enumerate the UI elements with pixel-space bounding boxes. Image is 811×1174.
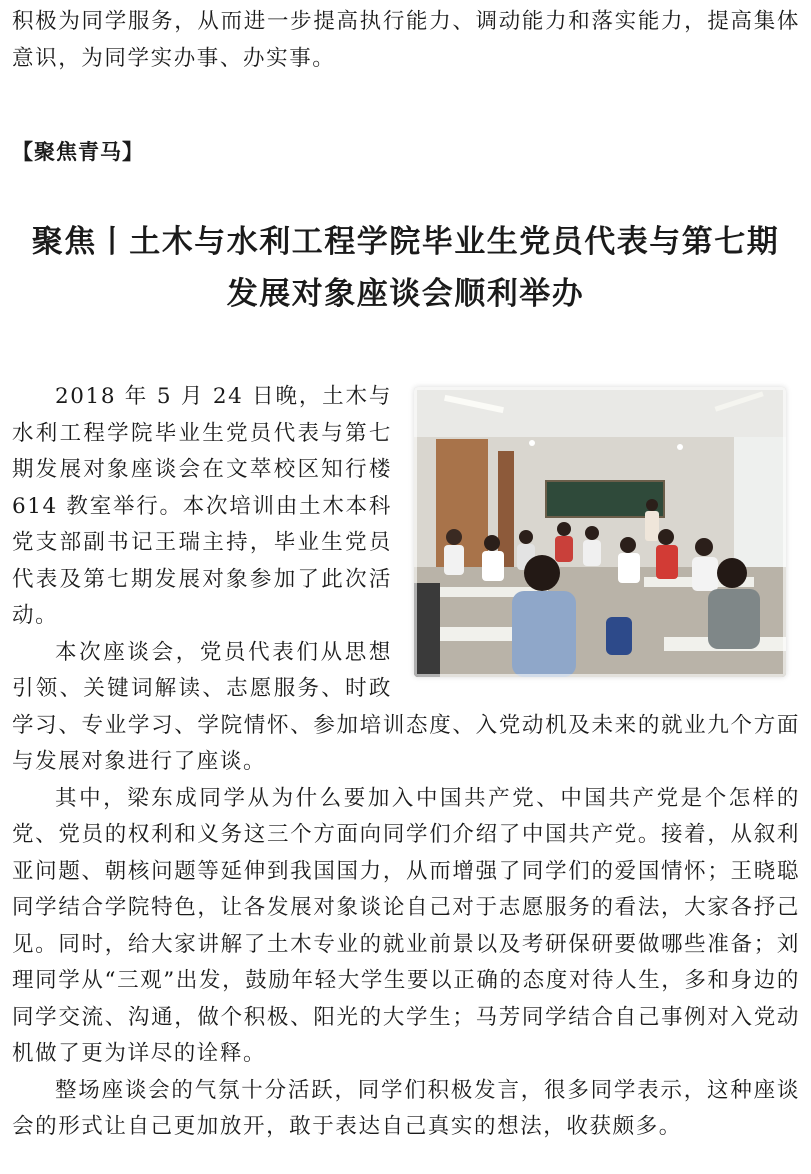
meeting-photo — [414, 387, 786, 677]
headline-line-2: 发展对象座谈会顺利举办 — [226, 276, 585, 312]
paragraph-2: 本次座谈会，党员代表们从思想引领、关键词解读、志愿服务、时政学习、专业学习、学院情怀、参加培训态度、入党动机及未来的就业九个方面与发展对象进行了座谈。 — [12, 639, 800, 774]
article-headline — [0, 216, 811, 320]
paragraph-3: 其中，梁东成同学从为什么要加入中国共产党、中国共产党是个怎样的党、党员的权利和义务这三个方面向同学们介绍了中国共产党。接着，从叙利亚问题、朝核问题等延伸到我国国力，从而增强了同学们的爱国情怀；王晓聪同学结合学院特色，让各发展对象谈论自己对于志愿服务的看法，大家各抒己见。同时，给大家讲解了土木专业的就业前景以及考研保研要做哪些准备；刘理同学从“三观”出发，鼓励年轻大学生要以正确的态度对待人生，多和身边的同学交流、沟通，做个积极、阳光的大学生；马芳同学结合自己事例对入党动机做了更为详尽的诠释。 — [12, 785, 800, 1066]
paragraph-4: 整场座谈会的气氛十分活跃，同学们积极发言，很多同学表示，这种座谈会的形式让自己更加放开，敢于表达自己真实的想法，收获颇多。 — [12, 1077, 800, 1139]
article-body — [12, 379, 800, 1146]
headline-line-1: 聚焦丨土木与水利工程学院毕业生党员代表与第七期 — [31, 224, 780, 260]
paragraph-1: 2018 年 5 月 24 日晚，土木与水利工程学院毕业生党员代表与第七期发展对象座谈会在文萃校区知行楼 614 教室举行。本次培训由土木本科党支部副书记王瑞主持，毕业生党员代表及第七期发展对象参加了此次活动。 — [12, 384, 392, 628]
intro-paragraph: 积极为同学服务，从而进一步提高执行能力、调动能力和落实能力，提高集体意识，为同学实办事、办实事。 — [12, 9, 800, 71]
classroom-photo-image — [414, 387, 786, 677]
section-tag: 【聚焦青马】 — [12, 140, 144, 164]
